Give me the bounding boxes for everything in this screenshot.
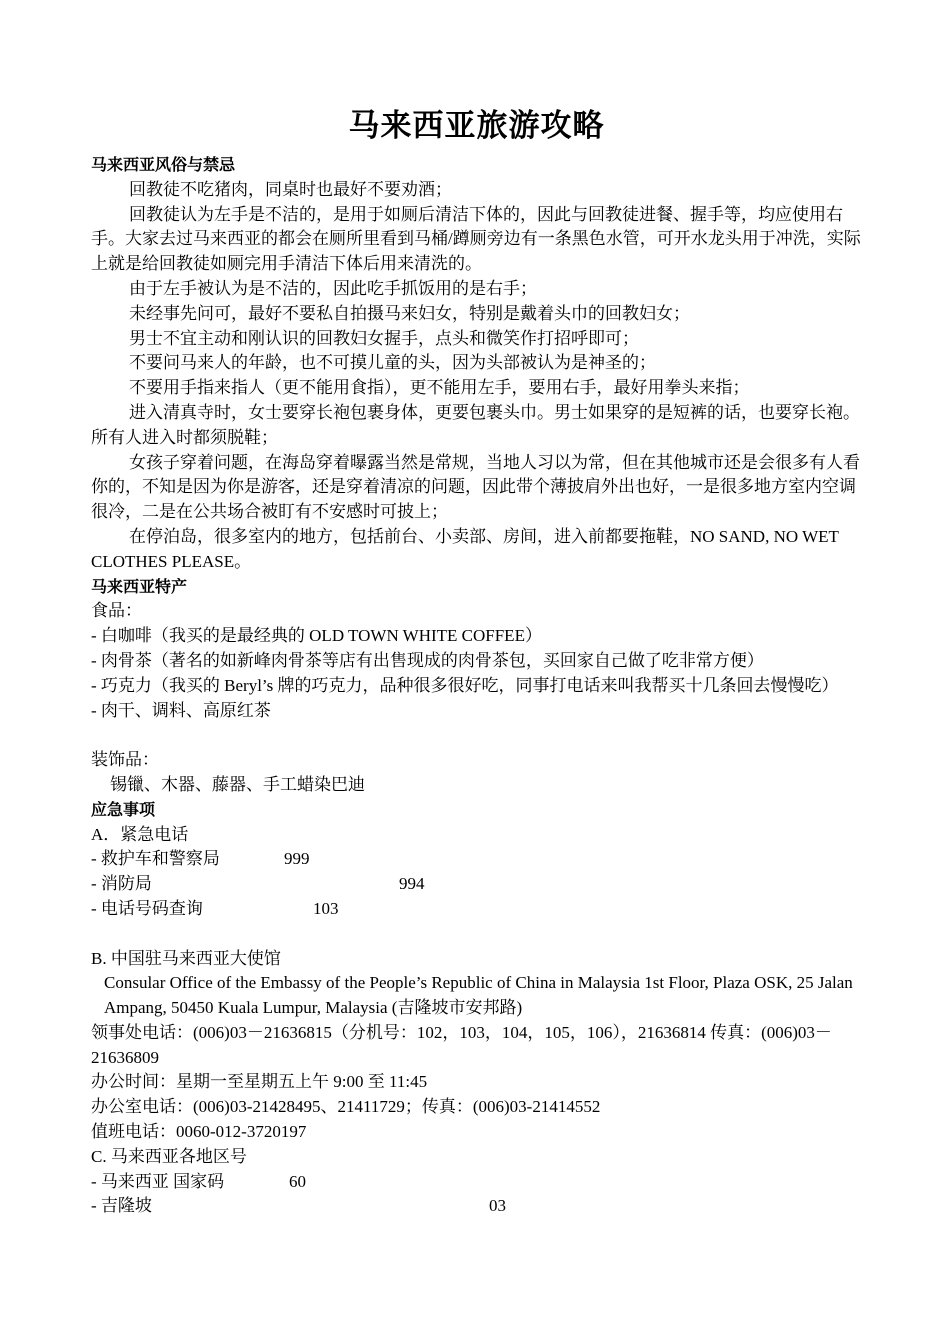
duty-phone: 值班电话：0060-012-3720197	[91, 1122, 307, 1142]
phone-row	[91, 847, 862, 872]
office-phone: 办公室电话：(006)03-21428495、21411729；传真：(006)03-21414552	[91, 1097, 601, 1117]
paragraph: 不要用手指来指人（更不能用食指），更不能用左手，要用右手，最好用拳头来指；	[129, 378, 750, 398]
paragraph: 不要问马来人的年龄，也不可摸儿童的头，因为头部被认为是神圣的；	[129, 353, 656, 373]
area-name: - 吉隆坡	[91, 1196, 152, 1216]
subsection-c-label: C. 马来西亚各地区号	[91, 1146, 247, 1166]
list-item: - 白咖啡（我买的是最经典的 OLD TOWN WHITE COFFEE）	[91, 626, 542, 646]
list-item: - 肉骨茶（著名的如新峰肉骨茶等店有出售现成的肉骨茶包，买回家自己做了吃非常方便）	[91, 650, 764, 670]
phone-row	[91, 897, 862, 922]
spacer	[91, 922, 862, 947]
area-name: - 马来西亚 国家码	[91, 1171, 225, 1191]
phone-number: 994	[399, 874, 425, 894]
phone-row	[91, 872, 862, 897]
paragraph: 未经事先问可，最好不要私自拍摄马来妇女，特别是戴着头巾的回教妇女；	[129, 303, 690, 323]
list-item: - 巧克力（我买的 Beryl’s 牌的巧克力，品种很多很好吃，同事打电话来叫我帮买十几条回去慢慢吃）	[91, 675, 839, 695]
paragraph: 在停泊岛，很多室内的地方，包括前台、小卖部、房间，进入前都要拖鞋，NO SAND, NO WET CLOTHES PLEASE。	[91, 526, 839, 571]
paragraph: 回教徒认为左手是不洁的，是用于如厕后清洁下体的，因此与回教徒进餐、握手等，均应使用右手。大家去过马来西亚的都会在厕所里看到马桶/蹲厕旁边有一条黑色水管，可开水龙头用于冲洗，实际上就是给回教徒如厕完用手清洁下体后用来清洗的。	[91, 204, 861, 274]
decor-items: 锡镴、木器、藤器、手工蜡染巴迪	[110, 774, 365, 794]
area-code: 60	[289, 1171, 306, 1191]
area-code: 03	[489, 1196, 506, 1216]
paragraph: 进入清真寺时，女士要穿长袍包裹身体，更要包裹头巾。男士如果穿的是短裤的话，也要穿长袍。所有人进入时都须脱鞋；	[91, 402, 860, 447]
paragraph: 女孩子穿着问题，在海岛穿着曝露当然是常规，当地人习以为常，但在其他城市还是会很多有人看你的，不知是因为你是游客，还是穿着清凉的问题，因此带个薄披肩外出也好，一是很多地方室内空调很冷，二是在公共场合被盯有不安感时可披上；	[91, 452, 860, 522]
embassy-address: Consular Office of the Embassy of the People’s Republic of China in Malaysia 1st Floor, Plaza OSK, 25 Jalan Ampang, 50450 Kuala Lumpur, Malaysia (吉隆坡市安邦路)	[104, 973, 853, 1018]
area-code-row	[91, 1194, 862, 1219]
list-item: - 肉干、调料、高原红茶	[91, 700, 271, 720]
phone-name: - 救护车和警察局	[91, 849, 220, 869]
food-label: 食品：	[91, 601, 142, 621]
section-heading-emergency: 应急事项	[91, 799, 156, 819]
phone-number: 103	[313, 898, 339, 918]
paragraph: 由于左手被认为是不洁的，因此吃手抓饭用的是右手；	[129, 278, 537, 298]
section-heading-specialties: 马来西亚特产	[91, 576, 188, 596]
subsection-a-label: A．紧急电话	[91, 824, 189, 844]
document-title: 马来西亚旅游攻略	[348, 108, 605, 144]
section-heading-customs: 马来西亚风俗与禁忌	[91, 155, 236, 174]
office-hours: 办公时间：星期一至星期五上午 9:00 至 11:45	[91, 1072, 428, 1092]
paragraph: 男士不宜主动和刚认识的回教妇女握手，点头和微笑作打招呼即可；	[129, 328, 639, 348]
area-code-row	[91, 1170, 862, 1195]
decor-label: 装饰品：	[91, 750, 159, 770]
consular-phone: 领事处电话：(006)03－21636815（分机号：102，103，104，105，106），21636814 传真：(006)03－21636809	[91, 1022, 832, 1067]
phone-name: - 电话号码查询	[91, 898, 203, 918]
subsection-b-label: B. 中国驻马来西亚大使馆	[91, 948, 281, 968]
phone-name: - 消防局	[91, 874, 152, 894]
paragraph: 回教徒不吃猪肉，同桌时也最好不要劝酒；	[129, 179, 452, 199]
phone-number: 999	[284, 849, 310, 869]
spacer	[91, 723, 862, 748]
